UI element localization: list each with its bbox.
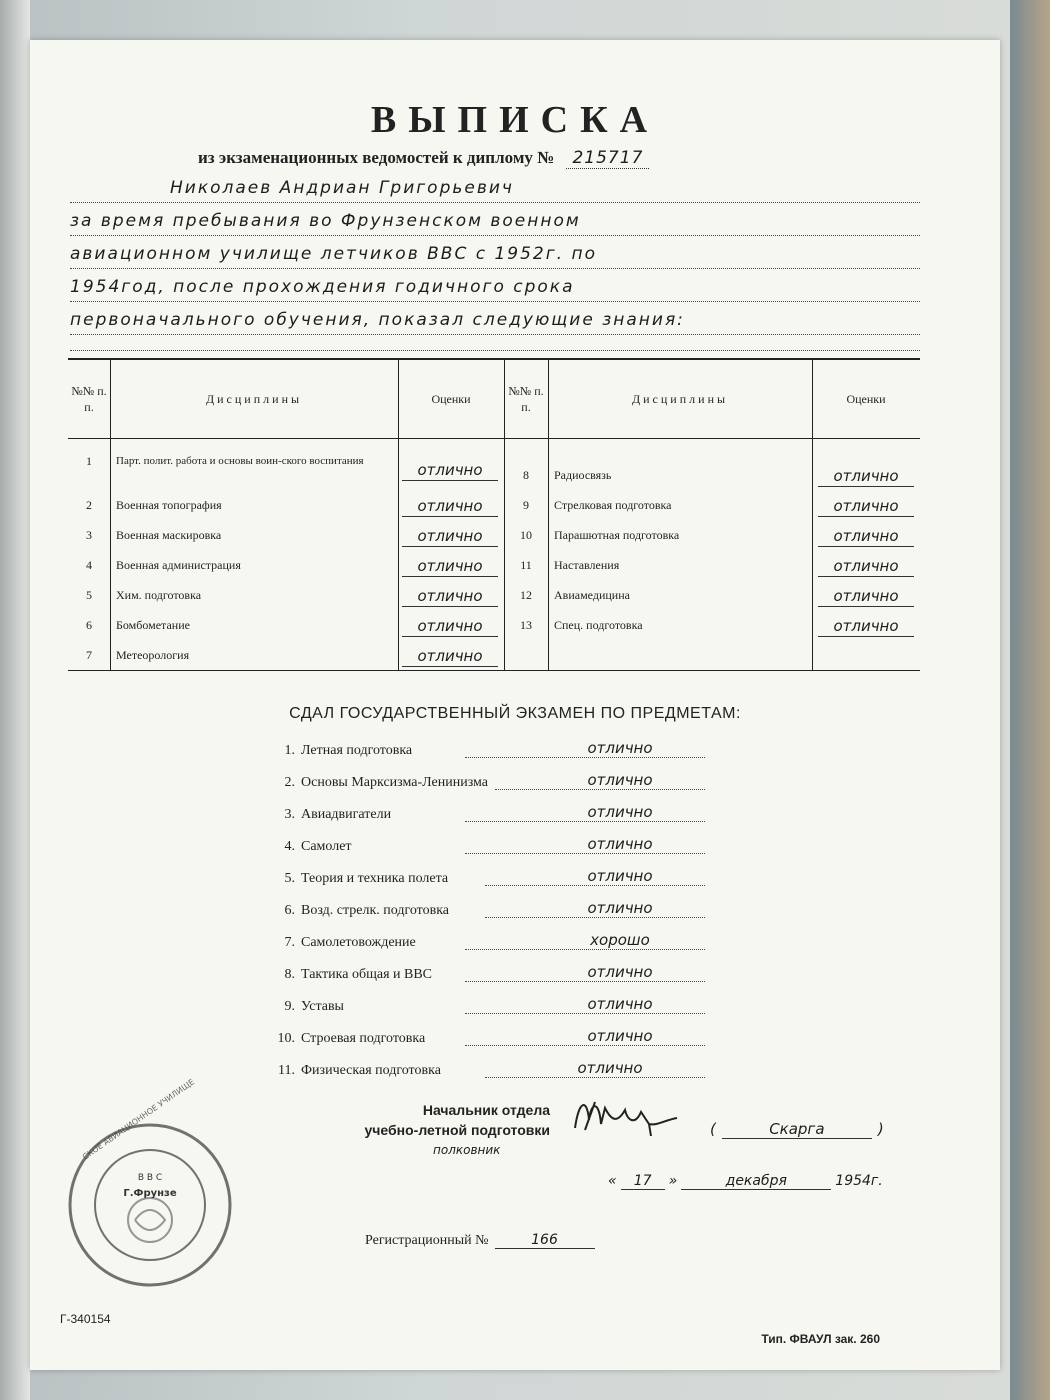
row-grade: отлично [402, 526, 498, 547]
item-subject: Уставы [301, 999, 344, 1014]
item-subject: Самолетовождение [301, 935, 416, 950]
item-subject: Авиадвигатели [301, 807, 392, 822]
row-grade: отлично [818, 556, 914, 577]
row-grade: отлично [402, 646, 498, 667]
row-discipline: Парашютная подготовка [554, 527, 680, 542]
row-num: 11 [520, 557, 532, 572]
item-grade: отлично [465, 963, 705, 982]
item-subject: Теория и техника полета [301, 871, 449, 886]
header-discipline-right: Дисциплины [631, 392, 729, 406]
row-grade: отлично [402, 616, 498, 637]
header-num-right: №№ п. п. [508, 384, 544, 414]
item-num: 9. [284, 999, 295, 1014]
row-grade: отлично [818, 466, 914, 487]
state-exam-item [265, 927, 725, 959]
item-num: 6. [284, 903, 295, 918]
item-subject: Основы Марксизма-Ленинизма [301, 775, 489, 790]
date-month: декабря [681, 1173, 831, 1190]
row-discipline: Стрелковая подготовка [554, 497, 672, 512]
book-right-edge [1010, 0, 1050, 1400]
row-discipline: Радиосвязь [554, 467, 612, 482]
item-grade: отлично [465, 835, 705, 854]
table-row [68, 520, 920, 550]
item-grade: отлично [485, 867, 705, 886]
row-num: 5 [86, 587, 92, 602]
item-num: 11. [278, 1063, 295, 1078]
item-subject: Летная подготовка [301, 743, 413, 758]
state-exam-item [265, 831, 725, 863]
item-num: 2. [284, 775, 295, 790]
signatory-name: ( Скарга ) [710, 1120, 884, 1138]
item-grade: отлично [485, 899, 705, 918]
state-exam-item [265, 1055, 725, 1087]
signatory-line-1: Начальник отдела [422, 1102, 550, 1118]
table-row [68, 640, 920, 670]
state-exam-item [265, 1023, 725, 1055]
row-num: 4 [86, 557, 92, 572]
state-exam-item [265, 895, 725, 927]
footer-printer: Тип. ФВАУЛ зак. 260 [761, 1332, 880, 1346]
state-exam-item [265, 767, 725, 799]
item-subject: Возд. стрелк. подготовка [301, 903, 450, 918]
table-row [68, 550, 920, 580]
item-grade: отлично [465, 1027, 705, 1046]
row-num: 6 [86, 617, 92, 632]
row-discipline: Военная администрация [116, 557, 241, 572]
row-num: 7 [86, 647, 92, 662]
book-left-page-edge [0, 0, 30, 1400]
header-num-left: №№ п. п. [71, 384, 107, 414]
intro-line: авиационном училище летчиков ВВС с 1952г. по [70, 236, 920, 269]
header-grade-left: Оценки [431, 392, 471, 406]
item-num: 7. [284, 935, 295, 950]
row-grade: отлично [818, 616, 914, 637]
row-grade: отлично [402, 586, 498, 607]
row-discipline: Военная маскировка [116, 527, 222, 542]
row-num: 8 [523, 467, 529, 482]
state-exam-item [265, 799, 725, 831]
item-subject: Строевая подготовка [301, 1031, 426, 1046]
state-exam-list [265, 735, 725, 1087]
document-title: ВЫПИСКА [370, 99, 660, 141]
subtitle-text: из экзаменационных ведомостей к диплому № [198, 148, 555, 167]
header-grade-right: Оценки [846, 392, 886, 406]
footer-code: Г-340154 [60, 1312, 111, 1326]
row-discipline: Хим. подготовка [116, 587, 202, 602]
grades-table [68, 358, 920, 671]
student-name: Николаев Андриан Григорьевич [70, 170, 920, 203]
stamp-ring-text: СКОЕ АВИАЦИОННОЕ УЧИЛИЩЕ [80, 1077, 197, 1162]
item-grade: отлично [465, 995, 705, 1014]
intro-line: 1954год, после прохождения годичного срока [70, 269, 920, 302]
document-subtitle [198, 148, 649, 168]
diploma-number: 215717 [566, 148, 649, 169]
state-exam-item [265, 735, 725, 767]
row-discipline: Бомбометание [116, 617, 190, 632]
item-subject: Тактика общая и ВВС [301, 967, 433, 982]
row-grade: отлично [402, 556, 498, 577]
stamp-center-line-2: Г.Фрунзе [123, 1188, 177, 1199]
stamp-center-line-1: В В С [137, 1173, 163, 1183]
signatory-name-value: Скарга [722, 1120, 872, 1139]
row-num: 12 [520, 587, 532, 602]
item-num: 4. [284, 839, 295, 854]
item-num: 1. [284, 743, 295, 758]
row-num: 10 [520, 527, 532, 542]
intro-text [70, 170, 920, 335]
row-grade: отлично [818, 586, 914, 607]
row-num: 3 [86, 527, 92, 542]
row-num: 2 [86, 497, 92, 512]
row-discipline: Парт. полит. работа и основы воин-ского воспитания [116, 455, 364, 467]
state-exam-title: СДАЛ ГОСУДАРСТВЕННЫЙ ЭКЗАМЕН ПО ПРЕДМЕТАМ: [289, 705, 741, 722]
row-discipline: Военная топография [116, 497, 222, 512]
row-discipline: Спец. подготовка [554, 617, 643, 632]
row-discipline: Метеорология [116, 647, 190, 662]
item-subject: Физическая подготовка [301, 1063, 441, 1078]
intro-line: первоначального обучения, показал следующие знания: [70, 302, 920, 335]
state-exam-item [265, 959, 725, 991]
row-num: 13 [520, 617, 532, 632]
item-num: 5. [284, 871, 295, 886]
table-row [68, 490, 920, 520]
row-num: 9 [523, 497, 529, 512]
signatory-title [320, 1100, 550, 1140]
table-header [68, 360, 920, 439]
date-suffix: г. [870, 1173, 883, 1189]
date-day: 17 [621, 1173, 665, 1190]
item-num: 10. [277, 1031, 295, 1046]
registration-label: Регистрационный № [365, 1233, 489, 1248]
divider [70, 350, 920, 351]
registration-line [365, 1232, 595, 1249]
date-year: 1954 [835, 1173, 871, 1189]
row-grade: отлично [818, 526, 914, 547]
item-num: 8. [284, 967, 295, 982]
row-num: 1 [86, 453, 92, 468]
official-round-stamp [65, 1077, 235, 1290]
state-exam-item [265, 991, 725, 1023]
signatory-rank: полковник [433, 1143, 501, 1157]
row-discipline: Наставления [554, 557, 620, 572]
item-grade: отлично [465, 803, 705, 822]
document-sheet [30, 40, 1000, 1370]
item-num: 3. [284, 807, 295, 822]
intro-line: за время пребывания во Фрунзенском военном [70, 203, 920, 236]
item-grade: отлично [465, 739, 705, 758]
row-grade: отлично [402, 460, 498, 481]
item-grade: отлично [485, 1059, 705, 1078]
signature-date: « 17 » декабря 1954г. [608, 1173, 883, 1189]
row-discipline: Авиамедицина [554, 587, 630, 602]
signatory-line-2: учебно-летной подготовки [364, 1122, 550, 1138]
registration-number: 166 [495, 1232, 595, 1249]
table-row [68, 580, 920, 610]
row-grade: отлично [402, 496, 498, 517]
table-row [68, 610, 920, 640]
header-discipline-left: Дисциплины [205, 392, 303, 406]
table-row [68, 446, 920, 485]
item-subject: Самолет [301, 839, 352, 854]
item-grade: отлично [495, 771, 705, 790]
item-grade: хорошо [465, 931, 705, 950]
handwritten-signature [565, 1090, 685, 1140]
row-grade: отлично [818, 496, 914, 517]
state-exam-item [265, 863, 725, 895]
